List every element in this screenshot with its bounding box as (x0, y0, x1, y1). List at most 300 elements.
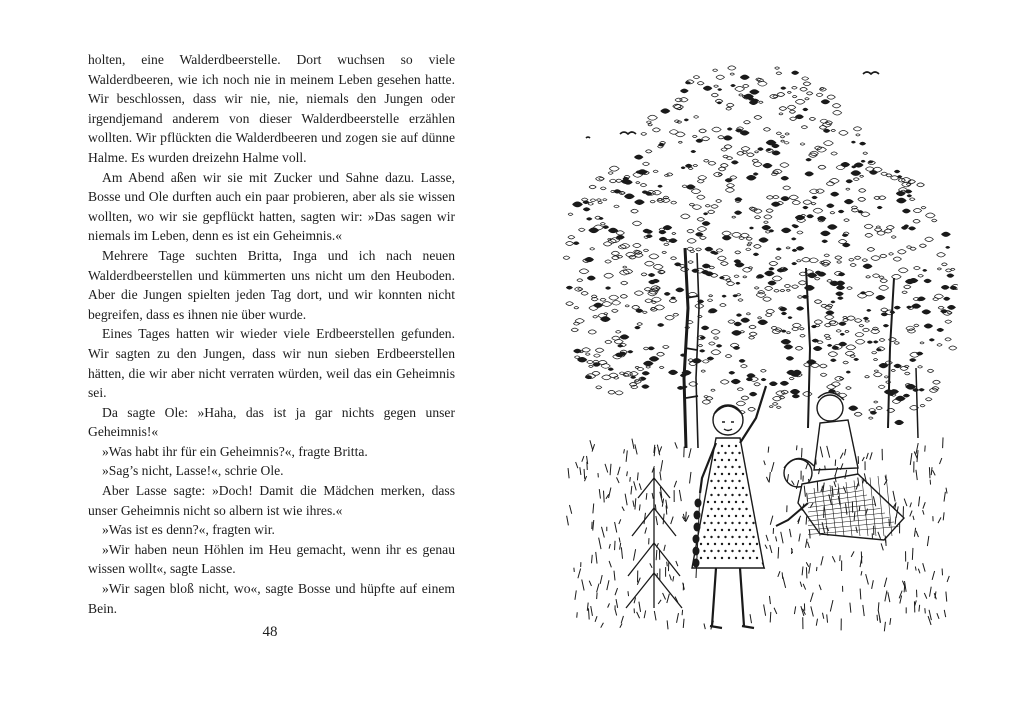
fir-tree (626, 468, 682, 608)
leaf-mark (707, 299, 712, 302)
leaf-mark (791, 285, 798, 288)
leaf-mark (746, 175, 756, 180)
dress-dot (714, 501, 716, 503)
leaf-mark (643, 249, 648, 252)
leaf-mark (585, 375, 592, 378)
leaf-mark (757, 317, 761, 319)
leaf-mark (566, 242, 574, 246)
dress-dot (721, 501, 723, 503)
left-page-text (88, 50, 455, 618)
leaf-mark (781, 330, 786, 332)
grass-blade (567, 516, 569, 526)
dress-dot (728, 473, 730, 475)
grass-blade (931, 467, 932, 475)
grass-blade (646, 493, 647, 500)
girl-kneeling-back (814, 392, 858, 470)
leaf-mark (791, 238, 796, 240)
leaf-mark (843, 316, 847, 318)
leaf-mark (686, 185, 695, 189)
leaf-mark (734, 211, 741, 215)
leaf-mark (749, 392, 756, 396)
leaf-mark (913, 266, 920, 269)
dress-dot (728, 515, 730, 517)
leaf-mark (615, 391, 623, 395)
leaf-mark (796, 260, 801, 262)
leaf-mark (723, 155, 728, 158)
leaf-mark (671, 201, 677, 204)
leaf-mark (803, 108, 808, 111)
leaf-mark (780, 136, 785, 138)
dress-dot (714, 487, 716, 489)
leaf-mark (847, 287, 853, 290)
leaf-mark (631, 376, 636, 379)
leaf-mark (923, 269, 927, 271)
leaf-mark (754, 151, 758, 153)
dress-dot (707, 557, 709, 559)
leaf-mark (577, 279, 583, 282)
leaf-mark (826, 182, 834, 186)
grass-blade (632, 439, 634, 449)
leaf-mark (632, 221, 641, 226)
leaf-mark (754, 216, 760, 219)
leaf-mark (907, 329, 915, 333)
leaf-mark (795, 99, 805, 104)
leaf-mark (588, 202, 593, 205)
leaf-mark (735, 251, 741, 254)
paragraph-9: »Was ist es denn?«, fragten wir. (102, 522, 275, 538)
leaf-mark (809, 117, 815, 120)
grass-blade (619, 538, 620, 543)
leaf-mark (872, 351, 877, 354)
leaf-mark (832, 104, 840, 108)
grass-blade (799, 534, 800, 542)
leaf-mark (792, 86, 798, 89)
leaf-mark (713, 252, 718, 255)
leaf-mark (643, 229, 650, 233)
grass-blade (645, 527, 647, 533)
grass-blade (781, 532, 783, 543)
leaf-mark (785, 133, 789, 135)
grass-blade (885, 536, 886, 543)
leaf-mark (781, 228, 790, 233)
dress-dot (731, 522, 733, 524)
leaf-mark (765, 286, 773, 290)
grass-blade (689, 448, 691, 458)
leaf-mark (718, 89, 722, 91)
grass-blade (872, 580, 874, 589)
leaf-mark (770, 94, 778, 98)
grass-blade (639, 602, 641, 612)
leaf-mark (945, 338, 951, 341)
leaf-mark (566, 302, 574, 306)
leaf-mark (728, 66, 736, 70)
leaf-mark (586, 218, 591, 221)
grass-blade (769, 596, 770, 604)
leaf-mark (702, 137, 710, 141)
leaf-mark (698, 176, 707, 180)
grass-blade (910, 453, 912, 465)
leaf-mark (600, 298, 606, 301)
leaf-mark (865, 320, 870, 322)
grass-blade (607, 580, 609, 590)
grass-blade (662, 498, 663, 506)
forest-drawing-svg (558, 48, 958, 638)
leaf-mark (812, 339, 819, 342)
leaf-mark (692, 135, 697, 137)
grass-blade (637, 612, 640, 618)
grass-blade (866, 453, 868, 459)
leaf-mark (865, 376, 870, 378)
leaf-mark (851, 141, 855, 143)
leaf-mark (749, 207, 755, 210)
leaf-mark (670, 257, 676, 260)
grass-blade (569, 505, 571, 514)
leaf-mark (669, 239, 677, 243)
grass-blade (639, 483, 641, 489)
leaf-mark (876, 349, 881, 351)
leaf-mark (786, 332, 790, 334)
leaf-mark (705, 247, 713, 251)
dress-dot (710, 550, 712, 552)
leaf-mark (922, 310, 931, 314)
leaf-mark (768, 281, 776, 285)
leaf-mark (906, 326, 915, 330)
leaf-mark (595, 348, 604, 352)
dress-dot (714, 529, 716, 531)
grass-blade (809, 563, 811, 573)
leaf-mark (735, 198, 742, 202)
leaf-mark (718, 167, 726, 171)
leaf-mark (716, 249, 723, 252)
leaf-mark (937, 268, 941, 270)
leaf-mark (824, 254, 829, 257)
leaf-mark (743, 84, 749, 87)
grass-blade (927, 536, 928, 546)
leaf-mark (681, 214, 690, 219)
dress-dot (756, 557, 758, 559)
leaf-mark (608, 390, 615, 394)
grass-blade (679, 490, 681, 501)
leaf-mark (781, 87, 786, 90)
leaf-mark (832, 346, 839, 349)
grass-blade (919, 496, 920, 506)
leaf-mark (806, 92, 812, 95)
leaf-mark (753, 253, 758, 256)
leaf-mark (880, 279, 887, 283)
leaf-mark (951, 268, 955, 270)
leaf-mark (868, 161, 873, 163)
leaf-mark (612, 301, 621, 305)
leaf-mark (920, 404, 925, 406)
leaf-mark (771, 173, 777, 176)
leaf-mark (843, 361, 849, 364)
grass-blade (860, 589, 861, 600)
grass-blade (655, 504, 656, 510)
leaf-mark (642, 311, 647, 313)
leaf-mark (787, 91, 791, 93)
leaf-mark (736, 294, 740, 296)
leaf-mark (649, 356, 659, 361)
leaf-mark (858, 197, 866, 201)
leaf-mark (736, 282, 740, 284)
leaf-mark (878, 385, 885, 388)
paragraph-3: Mehrere Tage suchten Britta, Inga und ich nach neuen Walderdbeerstellen und kümmerten uns nicht um den Heuboden. Aber die Jungen spielten jeden Tag dort, und wir konnten nicht begreifen, dass es ihnen nie über wurde. (88, 247, 455, 322)
paragraph-6: »Was habt ihr für ein Geheimnis?«, fragte Britta. (102, 443, 368, 459)
leaf-mark (600, 317, 610, 322)
leaf-mark (713, 172, 722, 176)
leaf-mark (747, 244, 751, 246)
leaf-mark (924, 279, 931, 283)
grass-blade (851, 551, 854, 557)
leaf-mark (776, 406, 781, 408)
leaf-mark (775, 257, 781, 260)
leaf-mark (643, 361, 653, 366)
paragraph-4: Eines Tages hatten wir wieder viele Erdbeerstellen gefunden. Wir sagten zu den Jungen, dass wir nun sieben Erdbeerstellen hätten, die wir aber nicht verraten würden, weil das ein Geheimnis sei. (88, 326, 455, 401)
grass-blade (830, 600, 833, 611)
dress-dot (738, 494, 740, 496)
leaf-mark (620, 335, 629, 339)
leaf-mark (759, 101, 763, 103)
leaf-mark (854, 256, 860, 259)
leaf-mark (764, 221, 769, 223)
leaf-mark (883, 324, 888, 327)
leaf-mark (769, 382, 777, 386)
leaf-mark (790, 117, 797, 120)
leaf-mark (790, 389, 799, 394)
leaf-mark (788, 317, 792, 319)
dress-dot (745, 522, 747, 524)
leaf-mark (716, 199, 722, 202)
leaf-mark (753, 173, 758, 175)
grass-blade (914, 528, 915, 537)
leaf-mark (851, 171, 861, 176)
leaf-mark (776, 72, 782, 75)
grass-blade (819, 585, 821, 590)
grass-blade (946, 592, 947, 602)
leaf-mark (598, 201, 602, 203)
leaf-mark (658, 185, 662, 187)
leaf-mark (865, 233, 873, 237)
leaf-mark (894, 364, 901, 368)
leaf-mark (763, 128, 770, 132)
grass-blade (764, 460, 766, 465)
leaf-mark (876, 295, 885, 300)
grass-blade (578, 569, 581, 579)
leaf-mark (937, 253, 946, 257)
leaf-mark (711, 350, 721, 355)
leaf-mark (914, 324, 919, 327)
leaf-mark (919, 388, 924, 391)
leaf-mark (831, 301, 835, 303)
leaf-mark (634, 291, 643, 296)
leaf-mark (867, 247, 875, 251)
leaf-mark (687, 229, 694, 233)
leaf-mark (588, 330, 596, 334)
grass-blade (766, 535, 768, 541)
leaf-mark (854, 358, 859, 360)
leaf-mark (753, 162, 762, 166)
leaf-mark (578, 228, 585, 231)
leaf-mark (709, 295, 713, 297)
leaf-mark (701, 370, 705, 372)
leaf-mark (907, 195, 912, 197)
dress-dot (749, 543, 751, 545)
leaf-mark (867, 309, 871, 311)
leaf-mark (792, 262, 797, 264)
leaf-mark (807, 273, 817, 278)
leaf-mark (674, 263, 680, 266)
leaf-mark (636, 309, 643, 313)
leaf-mark (842, 243, 850, 247)
leaf-mark (784, 142, 789, 144)
dress-dot (724, 452, 726, 454)
grass-blade (803, 584, 805, 590)
leaf-mark (847, 316, 855, 320)
dress-dot (707, 501, 709, 503)
leaf-mark (772, 403, 778, 406)
leaf-mark (725, 179, 732, 183)
page-number: 48 (262, 624, 278, 640)
leaf-mark (663, 225, 672, 229)
leaf-mark (917, 183, 925, 187)
grass-blade (939, 458, 941, 464)
grass-blade (766, 477, 768, 482)
leaf-mark (732, 330, 742, 335)
leaf-mark (718, 136, 724, 139)
grass-blade (884, 622, 885, 632)
grass-blade (593, 503, 594, 513)
leaf-mark (881, 172, 888, 175)
leaf-mark (854, 319, 861, 323)
leaf-mark (644, 288, 651, 291)
leaf-mark (792, 323, 801, 327)
leaf-mark (727, 128, 732, 130)
leaf-mark (836, 292, 844, 296)
dress-dot (700, 557, 702, 559)
leaf-mark (893, 257, 901, 261)
leaf-mark (798, 281, 806, 285)
leaf-mark (853, 127, 861, 131)
dress-dot (721, 557, 723, 559)
leaf-mark (896, 306, 900, 308)
leaf-mark (702, 222, 710, 226)
leaf-mark (827, 344, 832, 346)
grass-blade (580, 467, 581, 475)
leaf-mark (659, 143, 665, 146)
grass-blade (783, 577, 786, 588)
grass-blade (597, 584, 599, 593)
leaf-mark (758, 148, 764, 151)
leaf-mark (815, 271, 821, 274)
grass-blade (615, 588, 618, 595)
leaf-mark (765, 231, 770, 233)
leaf-mark (568, 213, 573, 215)
leaf-mark (708, 210, 715, 214)
leaf-mark (704, 159, 709, 162)
leaf-mark (792, 224, 796, 226)
leaf-mark (822, 240, 828, 243)
grass-blade (904, 499, 907, 507)
leaf-mark (589, 185, 596, 189)
dress-dot (756, 543, 758, 545)
leaf-mark (739, 94, 743, 96)
leaf-mark (563, 256, 570, 259)
leaf-mark (894, 170, 900, 173)
leaf-mark (645, 299, 652, 303)
leaf-mark (574, 287, 582, 291)
leaf-mark (689, 362, 697, 366)
grass-blade (776, 536, 777, 541)
leaf-mark (691, 150, 696, 152)
leaf-mark (891, 369, 895, 371)
leaf-mark (879, 276, 884, 278)
leaf-mark (776, 132, 781, 135)
leaf-mark (811, 203, 816, 205)
grass-blade (907, 562, 908, 570)
grass-blade (764, 604, 766, 615)
leaf-mark (720, 262, 728, 266)
dress-dot (749, 529, 751, 531)
dress-dot (703, 550, 705, 552)
dress-dot (738, 550, 740, 552)
leaf-mark (787, 105, 795, 109)
grass-blade (827, 614, 828, 622)
leaf-mark (665, 315, 674, 320)
leaf-mark (873, 359, 877, 361)
leaf-mark (863, 264, 872, 269)
leaf-mark (766, 209, 773, 213)
leaf-mark (831, 192, 839, 196)
leaf-mark (786, 289, 790, 291)
dress-dot (717, 480, 719, 482)
leaf-mark (816, 93, 823, 96)
dress-dot (717, 494, 719, 496)
leaf-mark (941, 309, 948, 312)
leaf-mark (813, 208, 823, 213)
leaf-mark (803, 200, 812, 204)
leaf-mark (779, 107, 787, 111)
leaf-mark (740, 233, 749, 237)
leaf-mark (921, 206, 926, 208)
leaf-mark (682, 185, 687, 187)
paragraph-8: Aber Lasse sagte: »Doch! Damit die Mädchen merken, dass unser Geheimnis nicht so albern ist wie ihres.« (88, 483, 455, 518)
leaf-mark (845, 330, 849, 332)
leaf-mark (789, 195, 798, 200)
leaf-mark (754, 115, 762, 119)
leaf-mark (792, 95, 797, 97)
leaf-mark (662, 251, 667, 253)
leaf-mark (786, 247, 790, 249)
leaf-mark (641, 132, 647, 135)
leaf-mark (574, 307, 579, 309)
leaf-mark (860, 142, 866, 145)
leaf-mark (740, 331, 745, 333)
grass-blade (824, 506, 825, 518)
leaf-mark (784, 345, 793, 349)
leaf-mark (709, 309, 718, 313)
grass-blade (667, 562, 668, 567)
leaf-mark (795, 215, 804, 220)
leaf-mark (762, 225, 771, 229)
leaf-mark (707, 357, 714, 360)
grass-blade (822, 613, 823, 619)
dress-dot (731, 494, 733, 496)
leaf-mark (873, 372, 882, 376)
leaf-mark (604, 273, 614, 278)
leaf-mark (831, 152, 838, 155)
leaf-mark (696, 248, 702, 251)
leaf-mark (726, 107, 732, 110)
